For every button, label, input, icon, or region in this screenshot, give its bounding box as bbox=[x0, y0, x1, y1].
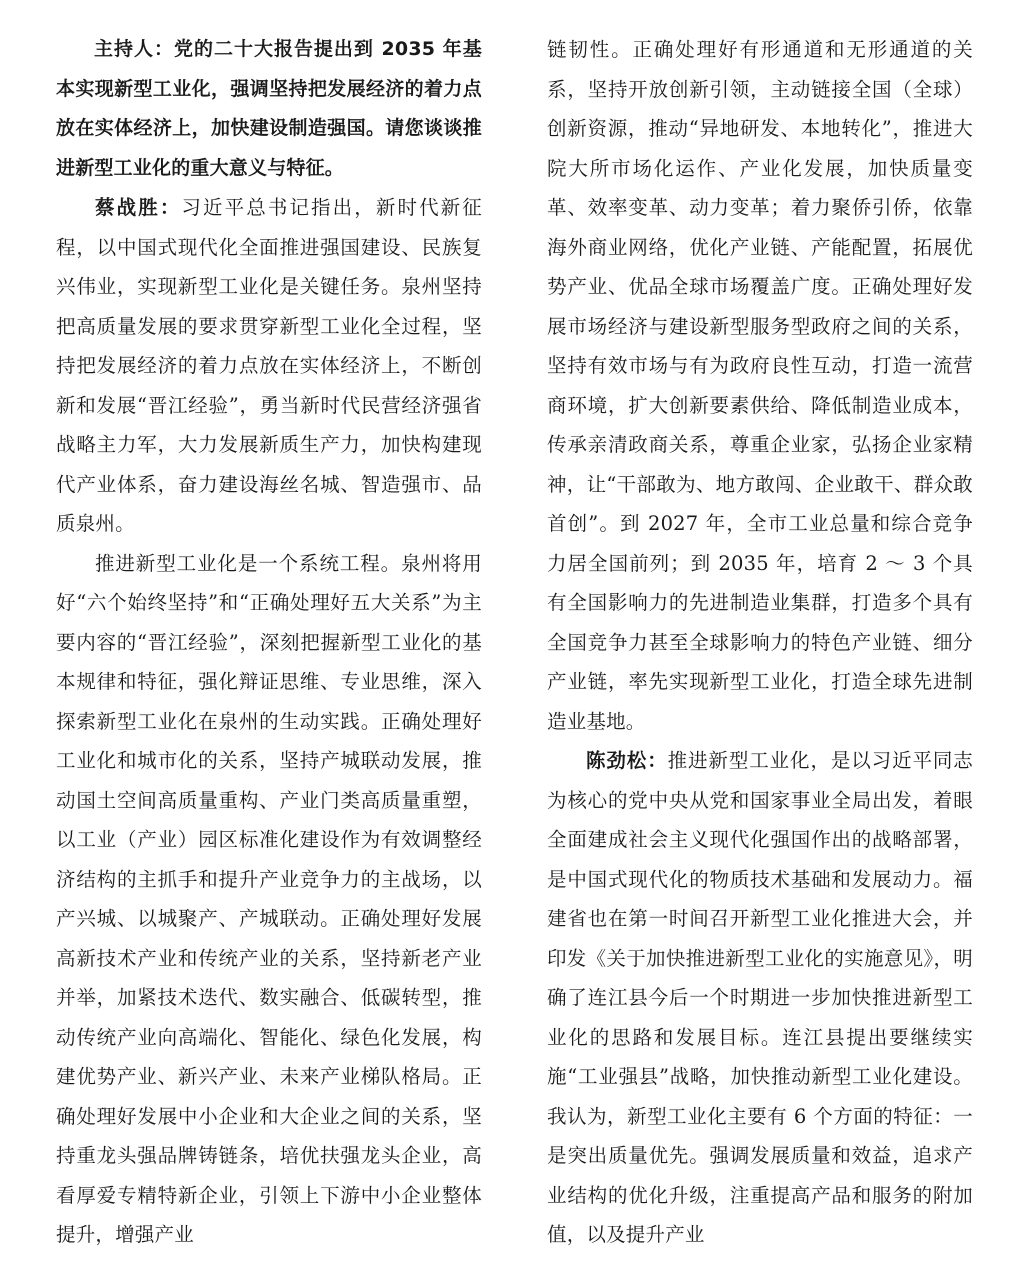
speaker2-paragraph-text: 推进新型工业化，是以习近平同志为核心的党中央从党和国家事业全局出发，着眼全面建成社会主义现代化强国作出的战略部署，是中国式现代化的物质技术基础和发展动力。福建省也在第一时间召开新型工业化推进大会，并印发《关于加快推进新型工业化的实施意见》，明确了连江县今后一个时期进一步加快推进新型工业化的思路和发展目标。连江县提出要继续实施“工业强县”战略，加快推动新型工业化建设。我认为，新型工业化主要有 6 个方面的特征：一是突出质量优先。强调发展质量和效益，追求产业结构的优化升级，注重提高产品和服务的附加值，以及提升产业 bbox=[547, 749, 973, 1246]
speaker1-paragraph-1 bbox=[56, 188, 482, 544]
speaker2-name-label: 陈劲松： bbox=[586, 749, 668, 772]
speaker2-paragraph bbox=[547, 741, 973, 1255]
speaker1-paragraph-2: 推进新型工业化是一个系统工程。泉州将用好“六个始终坚持”和“正确处理好五大关系”为主要内容的“晋江经验”，深刻把握新型工业化的基本规律和特征，强化辩证思维、专业思维，深入探索新型工业化在泉州的生动实践。正确处理好工业化和城市化的关系，坚持产城联动发展，推动国土空间高质量重构、产业门类高质量重塑，以工业（产业）园区标准化建设作为有效调整经济结构的主抓手和提升产业竞争力的主战场，以产兴城、以城聚产、产城联动。正确处理好发展高新技术产业和传统产业的关系，坚持新老产业并举，加紧技术迭代、数实融合、低碳转型，推动传统产业向高端化、智能化、绿色化发展，构建优势产业、新兴产业、未来产业梯队格局。正确处理好发展中小企业和大企业之间的关系，坚持重龙头强品牌铸链条，培优扶强龙头企业，高看厚爱专精特新企业，引领上下游中小企业整体提升，增强产业 bbox=[56, 551, 482, 1246]
continued-paragraph: 链韧性。正确处理好有形通道和无形通道的关系，坚持开放创新引领，主动链接全国（全球）创新资源，推动“异地研发、本地转化”，推进大院大所市场化运作、产业化发展，加快质量变革、效率变革、动力变革；着力聚侨引侨，依靠海外商业网络，优化产业链、产能配置，拓展优势产业、优品全球市场覆盖广度。正确处理好发展市场经济与建设新型服务型政府之间的关系，坚持有效市场与有为政府良性互动，打造一流营商环境，扩大创新要素供给、降低制造业成本，传承亲清政商关系，尊重企业家，弘扬企业家精神，让“干部敢为、地方敢闯、企业敢干、群众敢首创”。到 2027 年，全市工业总量和综合竞争力居全国前列；到 2035 年，培育 2 ～ 3 个具有全国影响力的先进制造业集群，打造多个具有全国竞争力甚至全球影响力的特色产业链、细分产业链，率先实现新型工业化，打造全球先进制造业基地。 bbox=[547, 38, 973, 733]
left-column bbox=[56, 30, 482, 1277]
host-question-text: 党的二十大报告提出到 2035 年基本实现新型工业化，强调坚持把发展经济的着力点放在实体经济上，加快建设制造强国。请您谈谈推进新型工业化的重大意义与特征。 bbox=[56, 38, 482, 179]
speaker1-paragraph-1-text: 习近平总书记指出，新时代新征程，以中国式现代化全面推进强国建设、民族复兴伟业，实现新型工业化是关键任务。泉州坚持把高质量发展的要求贯穿新型工业化全过程，坚持把发展经济的着力点放在实体经济上，不断创新和发展“晋江经验”，勇当新时代民营经济强省战略主力军，大力发展新质生产力，加快构建现代产业体系，奋力建设海丝名城、智造强市、品质泉州。 bbox=[56, 196, 482, 535]
speaker1-name-label: 蔡战胜： bbox=[95, 196, 182, 219]
host-speaker-label: 主持人： bbox=[94, 38, 174, 60]
host-question-paragraph bbox=[56, 30, 482, 188]
right-column bbox=[547, 30, 973, 1277]
